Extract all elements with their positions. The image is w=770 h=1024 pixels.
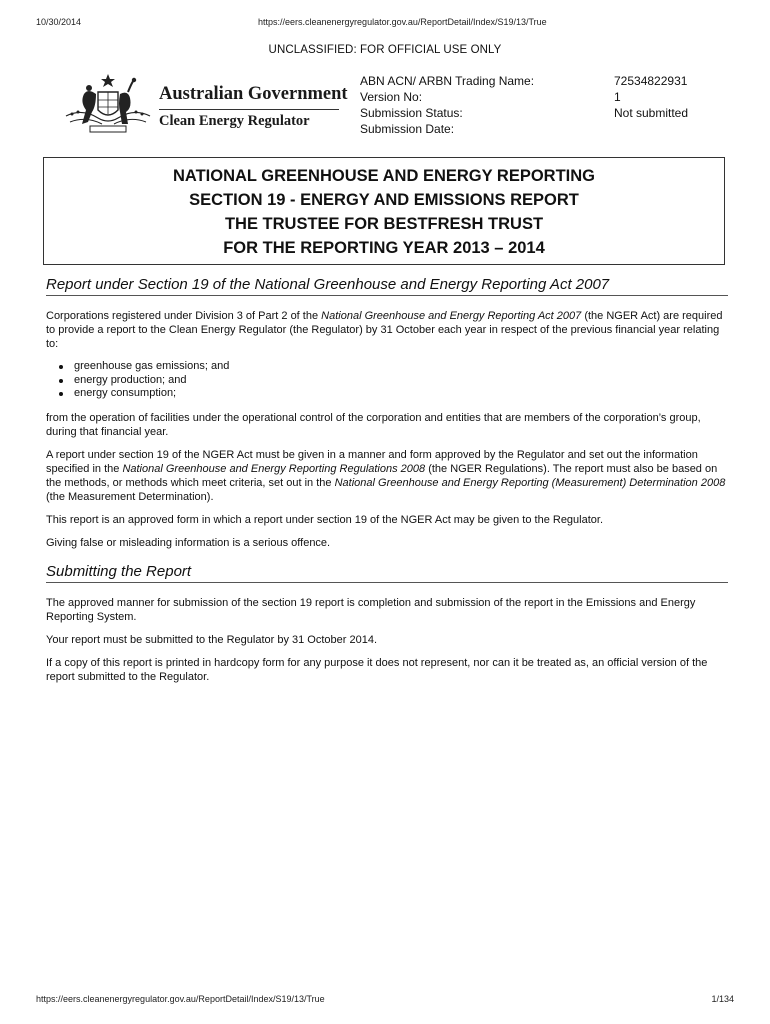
info-value: 1	[614, 90, 621, 104]
section-heading: Report under Section 19 of the National Greenhouse and Energy Reporting Act 2007	[46, 272, 728, 296]
logo-divider	[159, 109, 339, 110]
bullet-list	[46, 360, 728, 401]
info-label: ABN ACN/ ARBN Trading Name:	[360, 74, 535, 88]
info-value: 72534822931	[614, 74, 688, 88]
print-url: https://eers.cleanenergyregulator.gov.au/ReportDetail/Index/S19/13/True	[258, 17, 547, 27]
footer-url: https://eers.cleanenergyregulator.gov.au/ReportDetail/Index/S19/13/True	[36, 994, 325, 1004]
print-date: 10/30/2014	[36, 17, 82, 27]
paragraph: Your report must be submitted to the Regulator by 31 October 2014.	[46, 633, 378, 646]
paragraph: If a copy of this report is printed in hardcopy form for any purpose it does not represent, nor can it be treated as, an official version of the report submitted to the Regulator.	[46, 656, 708, 683]
print-header	[36, 17, 734, 29]
info-row-date	[360, 122, 700, 138]
report-info	[360, 74, 700, 138]
report-body	[46, 272, 728, 693]
paragraph: The approved manner for submission of the section 19 report is completion and submission of the report in the Emissions and Energy Reporting System.	[46, 596, 696, 623]
paragraph: This report is an approved form in which a report under section 19 of the NGER Act may be given to the Regulator.	[46, 513, 604, 526]
paragraph: Corporations registered under Division 3 of Part 2 of the National Greenhouse and Energy Reporting Act 2007 (the NGER Act) are required to provide a report to the Clean Energy Regulator (the Regulator) by 31 October each year in respect of the previous financial year relating to:	[46, 310, 723, 350]
page-number: 1/134	[711, 994, 734, 1004]
coat-of-arms-icon	[62, 72, 154, 136]
report-title-line: FOR THE REPORTING YEAR 2013 – 2014	[223, 239, 545, 257]
report-title-line: THE TRUSTEE FOR BESTFRESH TRUST	[224, 215, 544, 233]
info-row-status	[360, 106, 700, 122]
list-item: greenhouse gas emissions; and	[56, 360, 728, 374]
info-label: Version No:	[360, 90, 423, 104]
info-value: Not submitted	[614, 106, 689, 120]
paragraph: A report under section 19 of the NGER Act must be given in a manner and form approved by the Regulator and set out the information specified in the National Greenhouse and Energy Reporting Regulations 2008 (the NGER Regulations). The report must also be based on the methods, or methods which meet criteria, set out in the National Greenhouse and Energy Reporting (Measurement) Determination 2008 (the Measurement Determination).	[46, 448, 726, 503]
report-title-box	[43, 157, 725, 265]
logo-regulator-text: Clean Energy Regulator	[159, 113, 310, 129]
paragraph: from the operation of facilities under the operational control of the corporation and entities that are members of the corporation’s group, during that financial year.	[46, 411, 701, 438]
info-label: Submission Status:	[360, 106, 463, 120]
logo-government-text: Australian Government	[159, 84, 348, 104]
australian-government-logo	[62, 72, 347, 136]
report-title-line: SECTION 19 - ENERGY AND EMISSIONS REPORT	[189, 191, 579, 209]
list-item: energy consumption;	[56, 387, 728, 401]
classification-banner: UNCLASSIFIED: FOR OFFICIAL USE ONLY	[268, 44, 502, 56]
info-row-abn	[360, 74, 700, 90]
print-footer	[36, 994, 734, 1006]
report-title-line: NATIONAL GREENHOUSE AND ENERGY REPORTING	[172, 167, 595, 185]
list-item: energy production; and	[56, 374, 728, 388]
info-label: Submission Date:	[360, 122, 455, 136]
section-heading: Submitting the Report	[46, 559, 728, 583]
paragraph: Giving false or misleading information is a serious offence.	[46, 536, 331, 549]
info-row-version	[360, 90, 700, 106]
